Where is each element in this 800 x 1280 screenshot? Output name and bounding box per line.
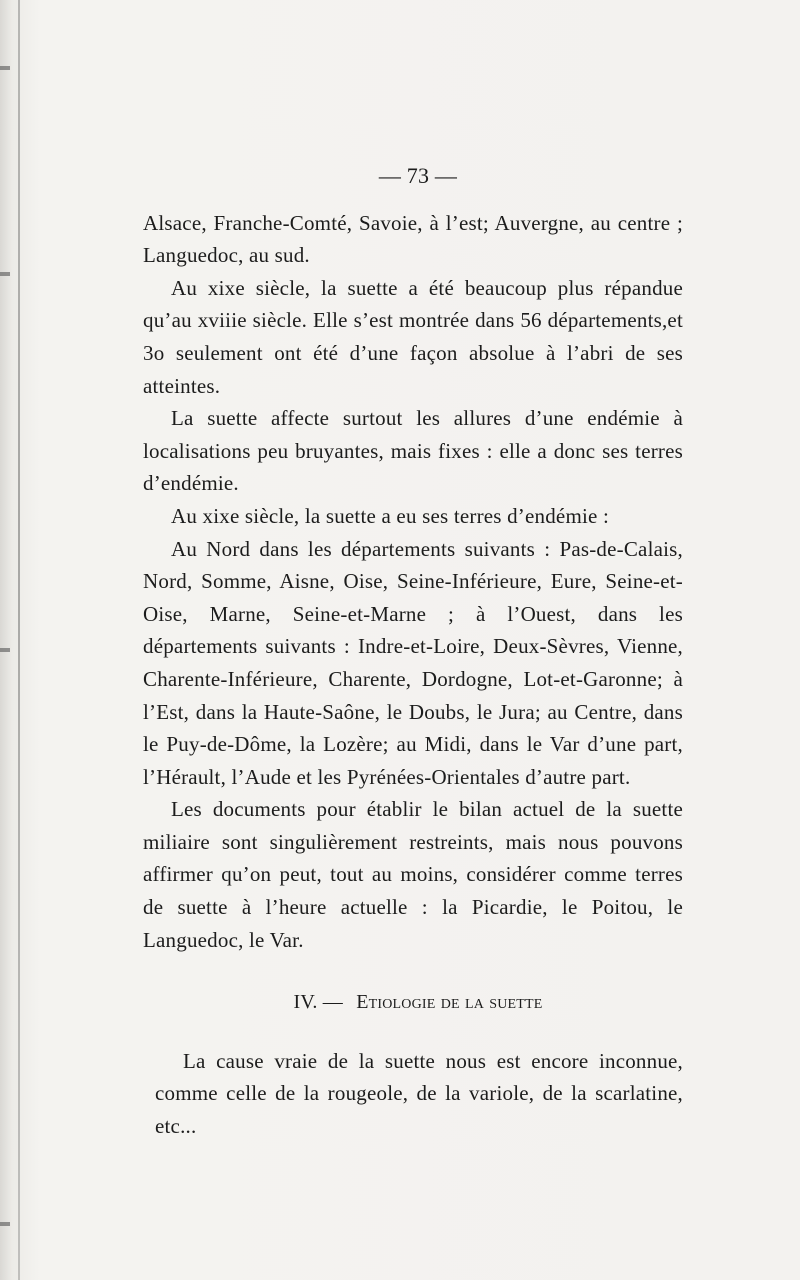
paragraph: Alsace, Franche-Comté, Savoie, à l’est; Auvergne, au centre ; Languedoc, au sud. [143,210,683,268]
gutter-mark [0,1222,10,1226]
page-text [143,160,683,1143]
page-number: — 73 — [378,163,458,188]
section-title: Etiologie de la suette [356,991,543,1014]
section-numeral: IV. — [293,991,343,1014]
binding-gutter [18,0,20,1280]
section-heading [143,986,683,1019]
paragraph: La suette affecte surtout les allures d’une endémie à localisations peu bruyantes, mais fixes : elle a donc ses terres d’endémie. [143,406,683,496]
paragraph: Au xixe siècle, la suette a eu ses terres d’endémie : [171,503,610,528]
gutter-mark [0,66,10,70]
paragraph: La cause vraie de la suette nous est encore inconnue, comme celle de la rougeole, de la variole, de la scarlatine, etc... [155,1048,683,1139]
paragraph: Les documents pour établir le bilan actuel de la suette miliaire sont singulièrement restreints, mais nous pouvons affirmer qu’on peut, tout au moins, considérer comme terres de suette à l’heure actuelle : la Picardie, le Poitou, le Languedoc, le Var. [143,797,683,952]
paragraph: Au Nord dans les départements suivants : Pas-de-Calais, Nord, Somme, Aisne, Oise, Seine-Inférieure, Eure, Seine-et-Oise, Marne, Seine-et-Marne ; à l’Ouest, dans les départements suivants : Indre-et-Loire, Deux-Sèvres, Vienne, Charente-Inférieure, Charente, Dordogne, Lot-et-Garonne; à l’Est, dans la Haute-Saône, le Doubs, le Jura; au Centre, dans le Puy-de-Dôme, la Lozère; au Midi, dans le Var d’une part, l’Hérault, l’Aude et les Pyrénées-Orientales d’autre part. [143,536,683,789]
gutter-mark [0,648,10,652]
paragraph: Au xixe siècle, la suette a été beaucoup plus répandue qu’au xviiie siècle. Elle s’est montrée dans 56 départements,et 3o seulement ont été d’une façon absolue à l’abri de ses atteintes. [143,275,683,398]
gutter-mark [0,272,10,276]
